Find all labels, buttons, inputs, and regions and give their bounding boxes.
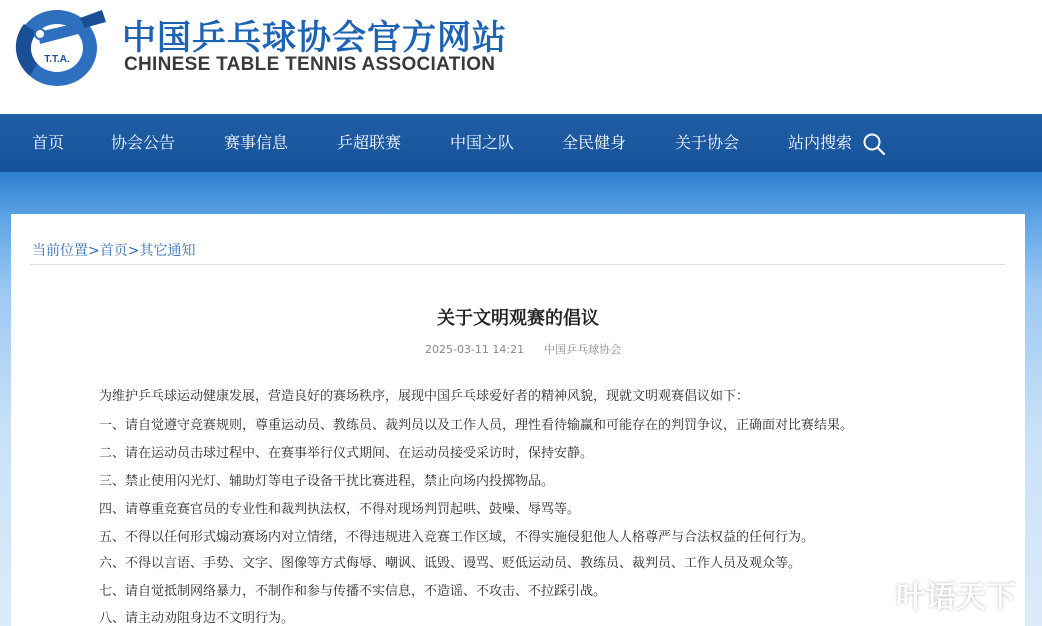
nav-item-events[interactable]: 赛事信息 [224, 133, 289, 152]
article-paragraph-5: 五、不得以任何形式煽动赛场内对立情绪，不得违规进入竞赛工作区域，不得实施侵犯他人人格尊严与合法权益的任何行为。 [99, 530, 815, 545]
article-title: 关于文明观赛的倡议 [437, 308, 599, 329]
article-paragraph-4: 四、请尊重竞赛官员的专业性和裁判执法权，不得对现场判罚起哄、鼓噪、辱骂等。 [99, 502, 581, 517]
search-icon[interactable] [862, 132, 886, 156]
breadcrumb-current-link[interactable]: 其它通知 [139, 243, 196, 259]
nav-item-fitness[interactable]: 全民健身 [562, 133, 627, 152]
article-paragraph-8: 八、请主动劝阻身边不文明行为。 [99, 611, 295, 626]
article-date: 2025-03-11 14:21 [425, 343, 525, 356]
tta-logo-icon[interactable] [10, 4, 108, 90]
site-header [0, 0, 1042, 114]
article-paragraph-7: 七、请自觉抵制网络暴力，不制作和参与传播不实信息，不造谣、不攻击、不拉踩引战。 [99, 584, 607, 599]
watermark: 叶语天下 [896, 580, 1016, 615]
breadcrumb-prefix: 当前位置 [32, 243, 88, 259]
nav-item-about[interactable]: 关于协会 [675, 133, 740, 152]
site-title-en: CHINESE TABLE TENNIS ASSOCIATION [124, 54, 496, 75]
nav-item-super-league[interactable]: 乒超联赛 [337, 133, 402, 152]
article-paragraph-3: 三、禁止使用闪光灯、辅助灯等电子设备干扰比赛进程，禁止向场内投掷物品。 [99, 474, 555, 489]
breadcrumb-home-link[interactable]: 首页 [99, 243, 128, 259]
nav-item-home[interactable]: 首页 [32, 133, 65, 152]
site-title-cn: 中国乒乓球协会官方网站 [122, 18, 507, 58]
nav-item-announcements[interactable]: 协会公告 [111, 133, 176, 152]
article-source: 中国乒乓球协会 [544, 343, 622, 356]
nav-item-national-team[interactable]: 中国之队 [450, 133, 515, 152]
logo-text: T.T.A. [44, 54, 70, 65]
nav-item-site-search[interactable]: 站内搜索 [788, 133, 853, 152]
article-meta [425, 341, 641, 357]
article-paragraph-intro: 为维护乒乓球运动健康发展，营造良好的赛场秩序，展现中国乒乓球爱好者的精神风貌，现就文明观赛倡议如下： [99, 389, 750, 404]
article-paragraph-1: 一、请自觉遵守竞赛规则，尊重运动员、教练员、裁判员以及工作人员，理性看待输赢和可能存在的判罚争议，正确面对比赛结果。 [99, 418, 854, 433]
article-paragraph-6: 六、不得以言语、手势、文字、图像等方式侮辱、嘲讽、诋毁、谩骂、贬低运动员、教练员、裁判员、工作人员及观众等。 [99, 556, 802, 571]
breadcrumb-divider [30, 264, 1005, 265]
breadcrumb: 当前位置>首页>其它通知 [32, 243, 196, 259]
article-paragraph-2: 二、请在运动员击球过程中、在赛事举行仪式期间、在运动员接受采访时，保持安静。 [99, 446, 594, 461]
